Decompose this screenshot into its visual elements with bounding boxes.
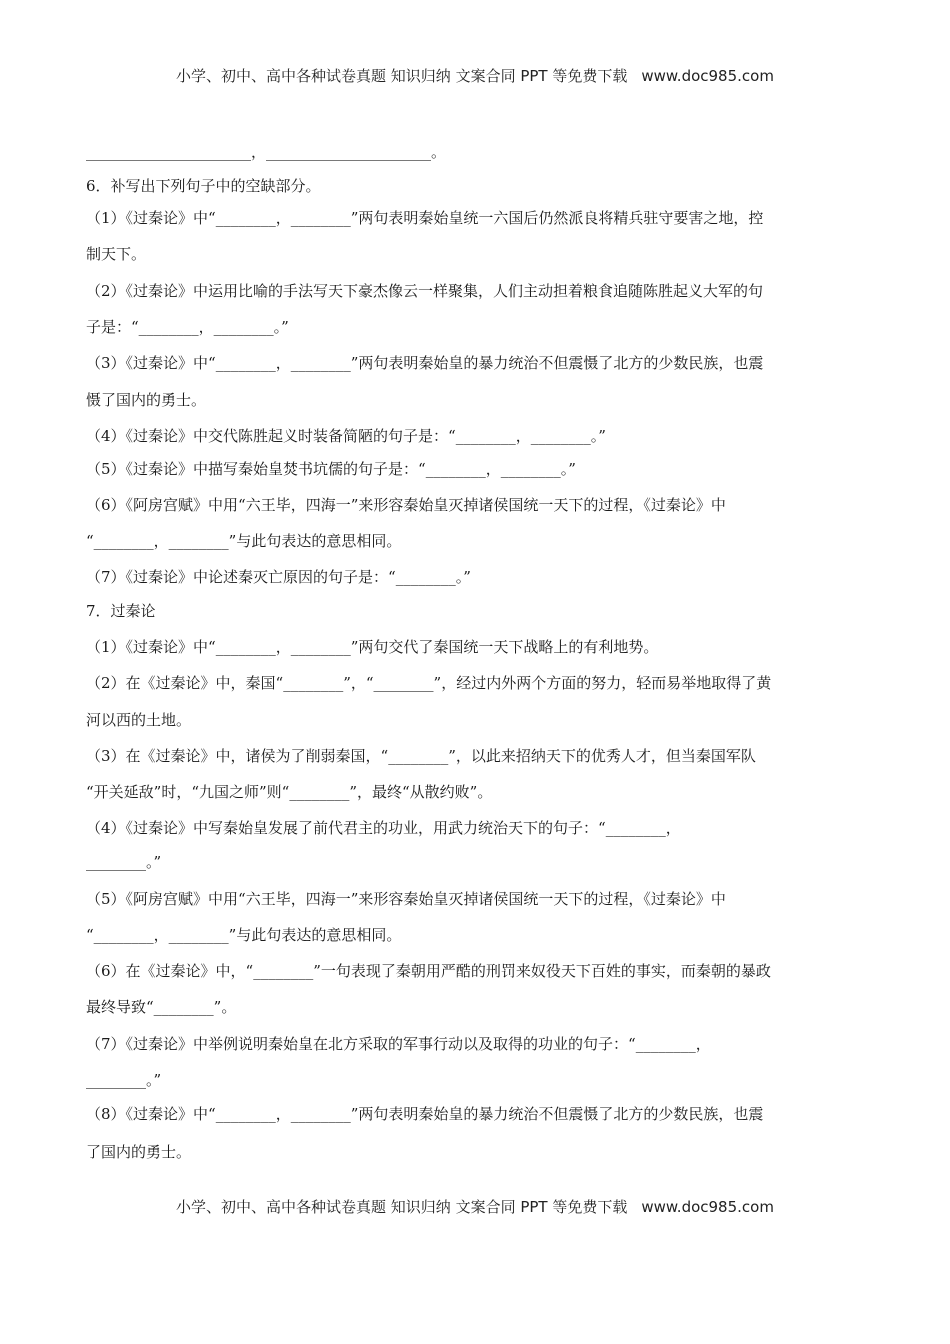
text-line: ______________________，______________________。 <box>86 143 447 161</box>
page-footer <box>0 1196 950 1217</box>
text-line: （6）《阿房宫赋》中用“六王毕，四海一”来形容秦始皇灭掉诸侯国统一天下的过程，《过秦论》中 <box>86 496 726 514</box>
text-line: （6）在《过秦论》中，“________”一句表现了秦朝用严酷的刑罚来奴役天下百姓的事实，而秦朝的暴政 <box>86 962 771 980</box>
text-line: （8）《过秦论》中“________，________”两句表明秦始皇的暴力统治不但震慑了北方的少数民族，也震 <box>86 1105 764 1123</box>
text-line: 了国内的勇士。 <box>86 1143 192 1161</box>
header-url[interactable]: www.doc985.com <box>641 67 774 85</box>
text-line: “________，________”与此句表达的意思相同。 <box>86 532 402 550</box>
text-line: （7）《过秦论》中论述秦灭亡原因的句子是：“________。” <box>86 568 471 586</box>
text-line: （2）《过秦论》中运用比喻的手法写天下豪杰像云一样聚集，人们主动担着粮食追随陈胜起义大军的句 <box>86 282 764 300</box>
text-line: 慑了国内的勇士。 <box>86 391 207 409</box>
text-line: ________。” <box>86 853 162 871</box>
text-line: （2）在《过秦论》中，秦国“________”，“________”，经过内外两个方面的努力，轻而易举地取得了黄 <box>86 674 772 692</box>
text-line: （7）《过秦论》中举例说明秦始皇在北方采取的军事行动以及取得的功业的句子：“________， <box>86 1035 711 1053</box>
text-line: （3）在《过秦论》中，诸侯为了削弱秦国，“________”，以此来招纳天下的优秀人才，但当秦国军队 <box>86 747 756 765</box>
text-line: （4）《过秦论》中交代陈胜起义时装备简陋的句子是：“________，________。” <box>86 427 606 445</box>
footer-url[interactable]: www.doc985.com <box>641 1198 774 1216</box>
text-line: 子是：“________，________。” <box>86 318 289 336</box>
header-text: 小学、初中、高中各种试卷真题 知识归纳 文案合同 PPT 等免费下载 <box>176 67 628 85</box>
text-line: （4）《过秦论》中写秦始皇发展了前代君主的功业，用武力统治天下的句子：“________， <box>86 819 681 837</box>
page-header <box>0 65 950 86</box>
text-line: 制天下。 <box>86 245 147 263</box>
text-line: 河以西的土地。 <box>86 711 192 729</box>
text-line: （1）《过秦论》中“________，________”两句表明秦始皇统一六国后仍然派良将精兵驻守要害之地，控 <box>86 209 764 227</box>
text-line: ________。” <box>86 1071 162 1089</box>
question-heading: 7．过秦论 <box>86 602 156 620</box>
text-line: 最终导致“________”。 <box>86 998 237 1016</box>
text-line: （3）《过秦论》中“________，________”两句表明秦始皇的暴力统治不但震慑了北方的少数民族，也震 <box>86 354 764 372</box>
question-heading: 6．补写出下列句子中的空缺部分。 <box>86 177 321 195</box>
footer-text: 小学、初中、高中各种试卷真题 知识归纳 文案合同 PPT 等免费下载 <box>176 1198 628 1216</box>
text-line: （5）《过秦论》中描写秦始皇焚书坑儒的句子是：“________，________。” <box>86 460 576 478</box>
text-line: （1）《过秦论》中“________，________”两句交代了秦国统一天下战略上的有利地势。 <box>86 638 659 656</box>
text-line: （5）《阿房宫赋》中用“六王毕，四海一”来形容秦始皇灭掉诸侯国统一天下的过程，《过秦论》中 <box>86 890 726 908</box>
text-line: “________，________”与此句表达的意思相同。 <box>86 926 402 944</box>
text-line: “开关延敌”时，“九国之师”则“________”，最终“从散约败”。 <box>86 783 493 801</box>
